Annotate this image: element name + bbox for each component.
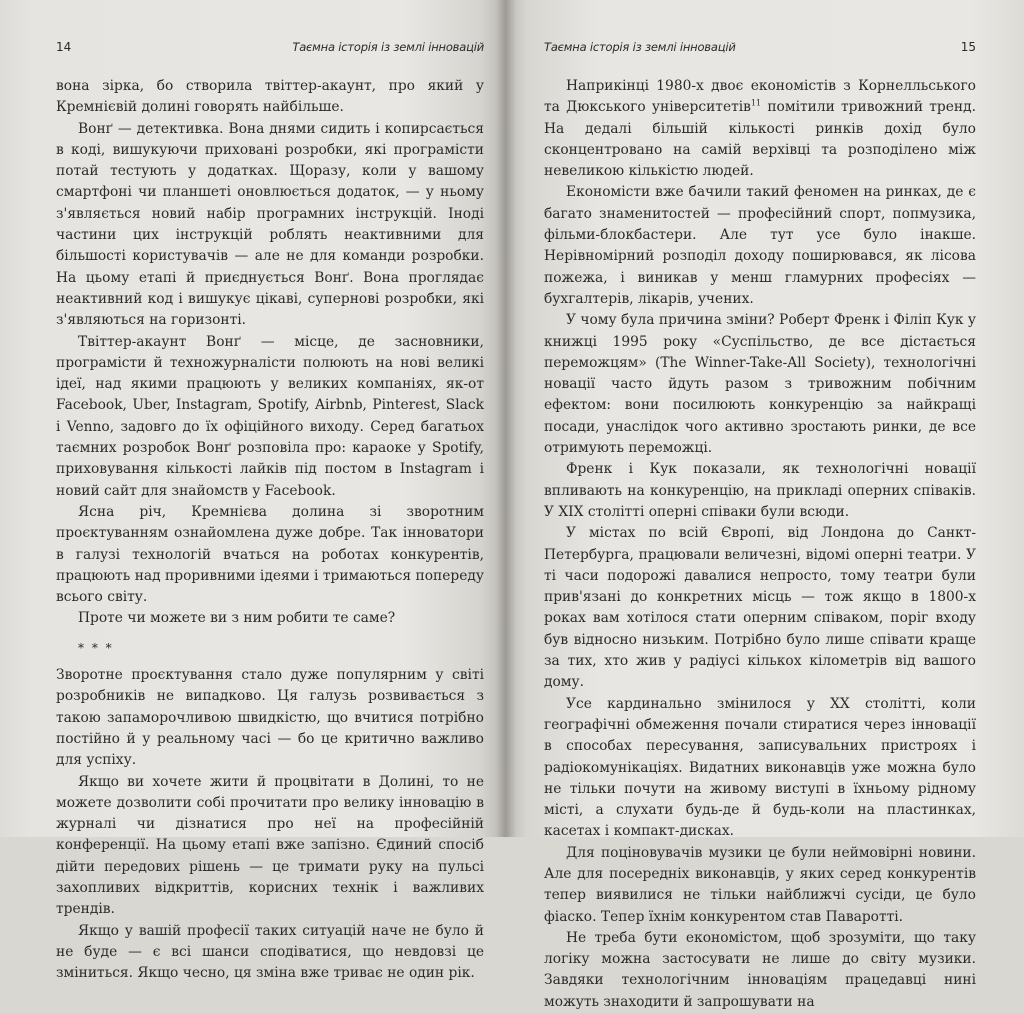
right-page bbox=[506, 0, 1024, 1010]
left-page bbox=[0, 0, 506, 982]
paragraph: Твіттер-акаунт Вонґ — місце, де засновники, програмісти й техножурналісти полюють на нові великі ідеї, над якими працюють у великих компаніях, як-от Facebook, Uber, Instagram, Spotify, Airbnb, Pinterest, Slack і Venno, задовго до їх офіційного виходу. Серед багатьох таємних розробок Вонґ розповіла про: караоке у Spotify, приховування кількості лайків під постом в Instagram і новий сайт для знайомств у Facebook. bbox=[56, 333, 484, 499]
paragraph: Якщо ви хочете жити й процвітати в Долині, то не можете дозволити собі прочитати про велику інновацію в журналі чи дізнатися про неї на професійній конференції. На цьому етапі вже запізно. Єдиний спосіб дійти передових рішень — це тримати руку на пульсі захопливих відкриттів, корисних технік і важливих трендів. bbox=[56, 773, 484, 918]
paragraph: Не треба бути економістом, щоб зрозуміти, що таку логіку можна застосувати не лише до світу музики. Завдяки технологічним інноваціям працедавці нині можуть знаходити й запрошувати на bbox=[544, 929, 976, 1010]
right-running-title: Таємна історія із землі інновацій bbox=[544, 40, 736, 54]
paragraph: Вонґ — детективка. Вона днями сидить і копирсається в коді, вишукуючи приховані розробки, які програмісти потай тестують у додатках. Щоразу, коли у вашому смартфоні чи планшеті оновлюється додаток, — у ньому з'являється новий набір програмних інструкцій. Іноді частини цих інструкцій роблять неактивними для більшості користувачів — але не для команди розробки. На цьому етапі й приєднується Вонґ. Вона проглядає неактивний код і вишукує цікаві, суперновi розробки, які з'являються на горизонті. bbox=[56, 120, 484, 329]
paragraph: Ясна річ, Кремнієва долина зі зворотним проєктуванням ознайомлена дуже добре. Так інноватори в галузі технологій вчаться на роботах конкурентів, працюють над проривними ідеями і тримаються попереду всього світу. bbox=[56, 503, 484, 606]
right-page-text bbox=[544, 76, 976, 1013]
paragraph-text: помітили тривожний тренд. На дедалі більшій кількості ринків дохід було сконцентровано на самій верхівці та розподілено між невеликою кількістю людей. bbox=[544, 99, 976, 180]
right-page-number: 15 bbox=[960, 40, 976, 54]
paragraph bbox=[544, 76, 976, 182]
section-separator: * * * bbox=[78, 640, 114, 655]
footnote-ref: 11 bbox=[750, 98, 762, 108]
paragraph: У містах по всій Європі, від Лондона до Санкт-Петербурга, працювали величезні, відомі оперні театри. У ті часи подорожі давалися непросто, тому театри були прив'язані до конкретних місць — тож якщо в 1800-х роках вам хотілося стати оперним співаком, поріг входу був відносно низьким. Потрібно було лише співати краще за тих, хто жив у радіусі кількох кілометрів від вашого дому. bbox=[544, 525, 976, 691]
left-running-head bbox=[56, 40, 484, 70]
right-running-head bbox=[544, 40, 976, 70]
paragraph: Зворотне проєктування стало дуже популярним у світі розробників не випадково. Ця галузь розвивається з такою запаморочливою швидкістю, що вчитися потрібно постійно й у реальному часі — бо це критично важливо для успіху. bbox=[56, 667, 484, 769]
paragraph-text: Наприкінці 1980-х двоє економістів з Корнелльського та Дюкського університетів bbox=[544, 78, 976, 116]
paragraph: У чому була причина зміни? Роберт Френк і Філіп Кук у книжці 1995 року «Суспільство, де все дістається переможцям» (The Winner-Take-All Society), технологічні новації часто йдуть разом з тривожним побічним ефектом: вони посилюють конкуренцію за найкращі посади, унаслідок чого активно зростають ринки, де все отримують переможці. bbox=[544, 312, 976, 457]
paragraph: Економісти вже бачили такий феномен на ринках, де є багато знаменитостей — професійний спорт, попмузика, фільми-блокбастери. Алe тут усе було інакше. Нерівномірний розподіл доходу поширювався, як лісова пожежа, і виникав у менш гламурних професіях — бухгалтерів, лікарів, учених. bbox=[544, 184, 976, 307]
paragraph: Якщо у вашій професії таких ситуацій наче не було й не буде — є всі шанси сподіватися, що невдовзі це зміниться. Якщо чесно, ця зміна вже триває не один рік. bbox=[56, 922, 484, 982]
paragraph: Усе кардинально змінилося у XX столітті, коли географічні обмеження почали стиратися через інновації в способах пересування, записувальних пристроях і радіокомунікаціях. Видатних виконавців уже можна було не тільки почути на живому виступі в їхньому рідному місті, а слухати будь-де й будь-коли на пластинках, касетах і компакт-дисках. bbox=[544, 695, 976, 840]
paragraph: вона зірка, бо створила твіттер-акаунт, про який у Кремнієвій долині говорять найбільше. bbox=[56, 78, 484, 116]
left-page-number: 14 bbox=[56, 40, 72, 54]
left-page-text bbox=[56, 76, 484, 984]
paragraph: Проте чи можете ви з ним робити те саме? bbox=[78, 610, 396, 627]
paragraph: Для поціновувачів музики це були неймовірні новини. Але для посередніх виконавців, у яких серед конкурентів тепер виявилися не тільки найближчі сусіди, це було фіаско. Тепер їхнім конкурентом став Паваротті. bbox=[544, 844, 976, 925]
left-running-title: Таємна історія із землі інновацій bbox=[292, 40, 484, 54]
paragraph: Френк і Кук показали, як технологічні новації впливають на конкуренцію, на прикладі оперних співаків. У XIX столітті оперні співаки були всюди. bbox=[544, 461, 976, 520]
